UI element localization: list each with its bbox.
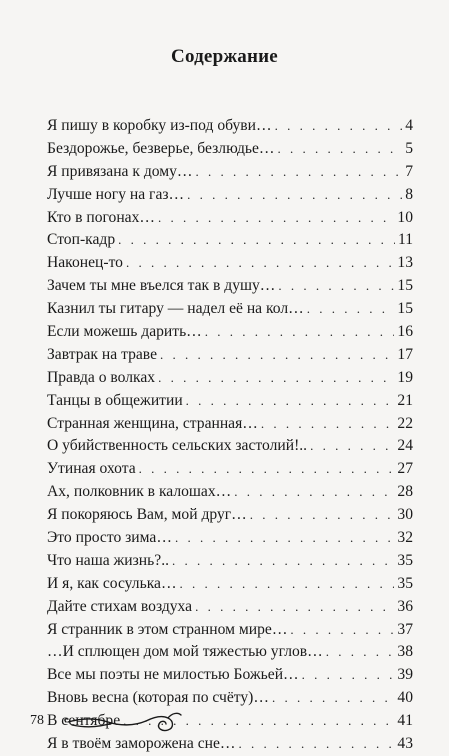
toc-entry-page: 19 [397,368,413,386]
toc-entry [47,458,413,481]
toc-entry-title: Дайте стихам воздуха [47,597,193,615]
toc-entry-page: 8 [405,185,413,203]
toc-entry [47,138,413,161]
toc-entry-page: 43 [397,735,413,753]
toc-entry-page: 27 [397,460,413,478]
toc-entry-page: 4 [405,117,413,134]
toc-entry-page: 40 [397,689,413,707]
toc-entry-title: Наконец-то [47,254,123,272]
toc-entry-title: Бездорожье, безверье, безлюдье… [47,139,275,157]
toc-entry-page: 24 [397,437,413,455]
toc-dot-leader [186,390,395,413]
toc-dot-leader [118,229,395,252]
toc-entry [47,504,413,527]
toc-entry-title: Ах, полковник в калошах… [47,483,232,501]
toc-entry-title: Я покоряюсь Вам, мой друг… [47,506,247,524]
toc-entry-page: 36 [397,597,413,615]
toc-entry-page: 15 [397,300,413,318]
toc-entry [47,367,413,390]
toc-entry [47,115,413,138]
page-number: 78 [30,713,44,728]
toc-entry-page: 38 [397,643,413,661]
toc-entry [47,413,413,436]
toc-entry-page: 41 [397,712,413,730]
toc-entry [47,435,413,458]
toc-entry-title: Если можешь дарить… [47,323,202,341]
toc-entry [47,229,413,252]
toc-entry-page: 10 [397,208,413,226]
toc-dot-leader [310,435,394,458]
toc-entry-title: Вновь весна (которая по счёту)… [47,689,269,707]
toc-entry-page: 11 [397,231,413,249]
toc-entry [47,390,413,413]
toc-dot-leader [196,161,403,184]
toc-entry-page: 17 [397,345,413,363]
toc-dot-leader [278,275,394,298]
toc-dot-leader [275,115,403,138]
page-title: Содержание [171,46,278,67]
toc-dot-leader [158,207,394,230]
toc-dot-leader [272,687,394,710]
toc-entry-title: Утиная охота [47,460,136,478]
toc-dot-leader [326,641,395,664]
toc-entry [47,641,413,664]
toc-entry-title: Танцы в общежитии [47,391,183,409]
toc-dot-leader [126,252,394,275]
table-of-contents [47,115,413,756]
toc-entry [47,481,413,504]
scroll-ornament-icon [62,707,187,735]
page-footer [30,707,210,737]
toc-entry [47,207,413,230]
toc-entry-page: 21 [397,391,413,409]
toc-dot-leader [261,413,395,436]
toc-entry-page: 5 [405,139,413,157]
toc-entry-page: 22 [397,414,413,432]
toc-dot-leader [234,481,394,504]
toc-entry-title: Завтрак на траве [47,345,157,363]
toc-entry-page: 32 [397,529,413,547]
toc-entry [47,550,413,573]
toc-entry-page: 28 [397,483,413,501]
toc-entry-page: 30 [397,506,413,524]
toc-entry-page: 35 [397,551,413,569]
toc-entry [47,527,413,550]
toc-dot-leader [175,527,394,550]
toc-entry-title: Стоп-кадр [47,231,116,249]
toc-entry-title: Я пишу в коробку из-под обуви… [47,117,272,134]
toc-dot-leader [307,298,395,321]
toc-dot-leader [195,596,394,619]
toc-entry-title: Я привязана к дому… [47,162,193,180]
toc-entry [47,298,413,321]
toc-entry [47,619,413,642]
toc-dot-leader [180,573,395,596]
toc-entry [47,275,413,298]
toc-dot-leader [187,184,402,207]
toc-entry-title: И я, как сосулька… [47,574,177,592]
toc-entry-title: Я странник в этом странном мире… [47,620,288,638]
toc-dot-leader [158,367,394,390]
toc-entry [47,344,413,367]
toc-entry-page: 15 [397,277,413,295]
toc-dot-leader [205,321,395,344]
toc-entry [47,321,413,344]
toc-entry-page: 16 [397,323,413,341]
toc-entry [47,596,413,619]
toc-entry [47,252,413,275]
toc-dot-leader [278,138,403,161]
toc-entry-title: Зачем ты мне въелся так в душу… [47,277,276,295]
toc-entry-title: Что наша жизнь?.. [47,551,169,569]
toc-entry-title: Лучше ногу на газ… [47,185,185,203]
toc-dot-leader [239,733,395,756]
toc-entry-page: 13 [397,254,413,272]
toc-entry-title: Я в твоём заморожена сне… [47,735,236,753]
toc-entry [47,184,413,207]
toc-entry-title: Правда о волках [47,368,156,386]
toc-entry-title: В сентябре [47,712,121,730]
toc-entry-title: Казнил ты гитару — надел её на кол… [47,300,304,318]
toc-entry-page: 35 [397,574,413,592]
toc-dot-leader [172,550,394,573]
toc-entry-page: 7 [405,162,413,180]
toc-dot-leader [139,458,395,481]
toc-entry-page: 39 [397,666,413,684]
toc-entry [47,161,413,184]
toc-entry-title: О убийственность сельских застолий!.. [47,437,308,455]
toc-dot-leader [302,664,395,687]
toc-entry [47,664,413,687]
toc-entry-title: Это просто зима… [47,529,172,547]
toc-entry-title: Кто в погонах… [47,208,155,226]
toc-dot-leader [290,619,394,642]
toc-entry-page: 37 [397,620,413,638]
toc-entry [47,573,413,596]
toc-dot-leader [160,344,394,367]
toc-entry-title: Странная женщина, странная… [47,414,258,432]
toc-entry-title: Все мы поэты не милостью Божьей… [47,666,299,684]
toc-dot-leader [250,504,395,527]
toc-entry-title: …И сплющен дом мой тяжестью углов… [47,643,323,661]
